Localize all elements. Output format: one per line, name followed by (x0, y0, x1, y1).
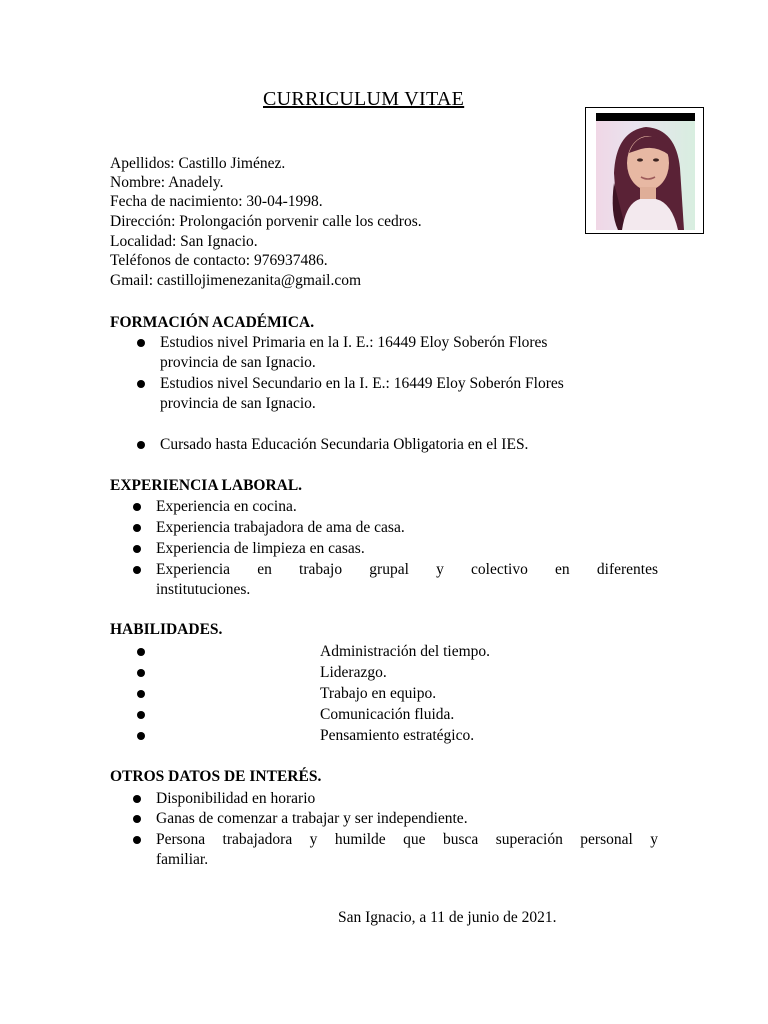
photo-top-bar (596, 113, 695, 121)
experiencia-item-4-line2: institutuciones. (156, 581, 251, 598)
personal-apellidos: Apellidos: Castillo Jiménez. (110, 155, 286, 172)
formacion-item-2-line1: Estudios nivel Secundario en la I. E.: 16449 Eloy Soberón Flores (160, 375, 564, 392)
habilidad-item-4: Comunicación fluida. (320, 706, 455, 723)
personal-fecha-nacimiento: Fecha de nacimiento: 30-04-1998. (110, 193, 323, 210)
habilidad-item-2: Liderazgo. (320, 664, 387, 681)
bullet-icon (137, 711, 145, 719)
habilidad-item-5: Pensamiento estratégico. (320, 727, 475, 744)
experiencia-item-1: Experiencia en cocina. (156, 498, 297, 515)
formacion-item-2-line2: provincia de san Ignacio. (160, 395, 316, 412)
experiencia-item-3: Experiencia de limpieza en casas. (156, 540, 365, 557)
formacion-heading: FORMACIÓN ACADÉMICA. (110, 314, 315, 331)
bullet-icon (137, 339, 145, 347)
habilidad-item-1: Administración del tiempo. (320, 643, 491, 660)
bullet-icon (133, 524, 141, 532)
signoff-date: San Ignacio, a 11 de junio de 2021. (338, 909, 557, 926)
bullet-icon (133, 545, 141, 553)
profile-photo-frame (585, 107, 704, 234)
bullet-icon (137, 669, 145, 677)
experiencia-heading: EXPERIENCIA LABORAL. (110, 477, 303, 494)
person-photo-icon (596, 113, 695, 230)
bullet-icon (137, 648, 145, 656)
otros-heading: OTROS DATOS DE INTERÉS. (110, 768, 322, 785)
otros-item-3-line1: Persona trabajadora y humilde que busca superación personal y (156, 831, 658, 848)
bullet-icon (133, 836, 141, 844)
bullet-icon (133, 566, 141, 574)
personal-direccion: Dirección: Prolongación porvenir calle los cedros. (110, 213, 422, 230)
experiencia-item-2: Experiencia trabajadora de ama de casa. (156, 519, 405, 536)
bullet-icon (133, 795, 141, 803)
personal-nombre: Nombre: Anadely. (110, 174, 224, 191)
personal-email: Gmail: castillojimenezanita@gmail.com (110, 272, 362, 289)
otros-item-2: Ganas de comenzar a trabajar y ser independiente. (156, 810, 468, 827)
bullet-icon (133, 815, 141, 823)
bullet-icon (137, 380, 145, 388)
personal-localidad: Localidad: San Ignacio. (110, 233, 258, 250)
bullet-icon (133, 503, 141, 511)
personal-telefono: Teléfonos de contacto: 976937486. (110, 252, 328, 269)
formacion-item-1-line2: provincia de san Ignacio. (160, 354, 316, 371)
profile-photo (596, 113, 695, 230)
bullet-icon (137, 732, 145, 740)
bullet-icon (137, 690, 145, 698)
otros-item-1: Disponibilidad en horario (156, 790, 316, 807)
page-title: CURRICULUM VITAE (263, 88, 465, 110)
bullet-icon (137, 441, 145, 449)
formacion-item-3: Cursado hasta Educación Secundaria Obligatoria en el IES. (160, 436, 529, 453)
habilidades-heading: HABILIDADES. (110, 621, 223, 638)
habilidad-item-3: Trabajo en equipo. (320, 685, 437, 702)
otros-item-3-line2: familiar. (156, 851, 209, 868)
formacion-item-1-line1: Estudios nivel Primaria en la I. E.: 16449 Eloy Soberón Flores (160, 334, 548, 351)
experiencia-item-4-line1: Experiencia en trabajo grupal y colectivo en diferentes (156, 561, 658, 578)
